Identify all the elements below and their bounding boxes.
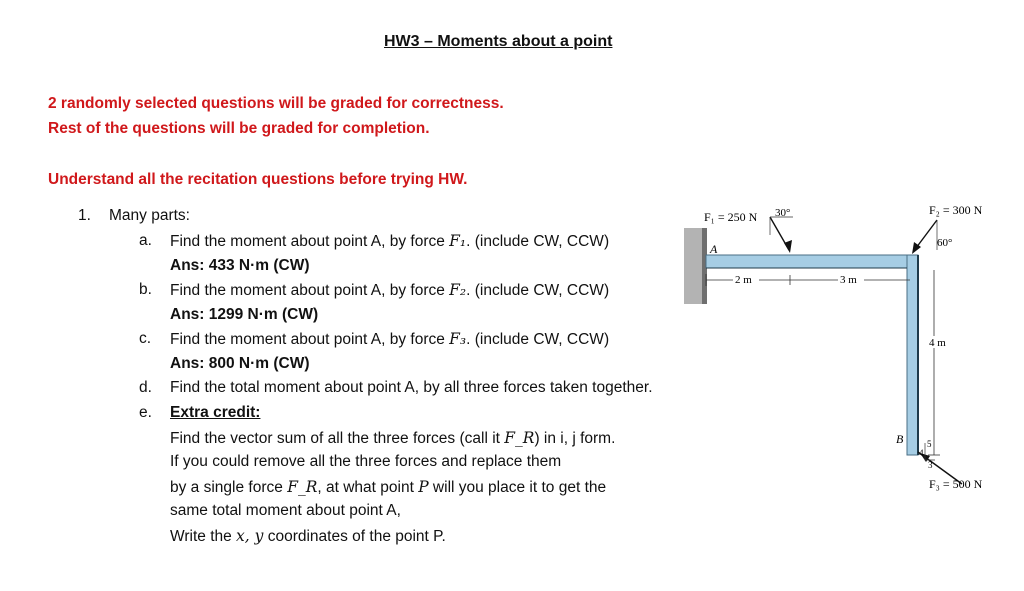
part-a-question: Find the moment about point A, by force F₁. (include CW, CCW) — [170, 232, 610, 250]
extra-credit-line-3: by a single force F_R, at what point P will you place it to get the — [170, 478, 607, 496]
slope-4: 4 — [919, 448, 924, 458]
part-b-question: Find the moment about point A, by force F₂. (include CW, CCW) — [170, 281, 610, 299]
extra-credit-line-5: Write the x, y coordinates of the point P. — [170, 527, 446, 545]
force-f2-symbol: F₂ — [449, 281, 467, 299]
slope-3: 3 — [928, 460, 933, 470]
part-c-answer: Ans: 800 N·m (CW) — [170, 355, 310, 372]
dimension-4m: 4 m — [929, 337, 946, 349]
recitation-note: Understand all the recitation questions before trying HW. — [48, 171, 468, 188]
question-number: 1. — [78, 207, 91, 224]
part-e-marker: e. — [139, 404, 152, 421]
part-a-marker: a. — [139, 232, 152, 249]
force-f2-label: F₂ = 300 N — [929, 203, 983, 217]
part-b-marker: b. — [139, 281, 152, 298]
point-b-label: B — [896, 432, 904, 446]
force-f1-angle: 30° — [775, 207, 791, 219]
grading-note-1: 2 randomly selected questions will be graded for correctness. — [48, 95, 504, 112]
point-a-label: A — [710, 242, 718, 256]
question-intro: Many parts: — [109, 207, 190, 224]
force-f2-angle: 60° — [937, 237, 953, 249]
extra-credit-line-4: same total moment about point A, — [170, 502, 401, 519]
part-c-marker: c. — [139, 330, 152, 347]
part-c-question: Find the moment about point A, by force F₃. (include CW, CCW) — [170, 330, 610, 348]
beam-vertical — [907, 255, 918, 455]
extra-credit-heading: Extra credit: — [170, 404, 261, 421]
slope-5: 5 — [927, 439, 932, 449]
force-f1-label: F₁ = 250 N — [704, 210, 758, 224]
force-f3-label: F₃ = 500 N — [929, 477, 983, 491]
page-title: HW3 – Moments about a point — [384, 33, 613, 50]
dimension-3m: 3 m — [840, 274, 857, 286]
part-d-marker: d. — [139, 379, 152, 396]
extra-credit-line-2: If you could remove all the three forces and replace them — [170, 453, 562, 470]
extra-credit-line-1: Find the vector sum of all the three forces (call it F_R) in i, j form. — [170, 429, 616, 447]
part-b-answer: Ans: 1299 N·m (CW) — [170, 306, 319, 323]
beam-horizontal — [706, 255, 918, 268]
force-f1-symbol: F₁ — [449, 232, 467, 250]
force-f3-symbol: F₃ — [449, 330, 467, 348]
dimension-2m: 2 m — [735, 274, 752, 286]
part-a-answer: Ans: 433 N·m (CW) — [170, 257, 310, 274]
grading-note-2: Rest of the questions will be graded for completion. — [48, 120, 430, 137]
part-d-question: Find the total moment about point A, by all three forces taken together. — [170, 379, 653, 396]
